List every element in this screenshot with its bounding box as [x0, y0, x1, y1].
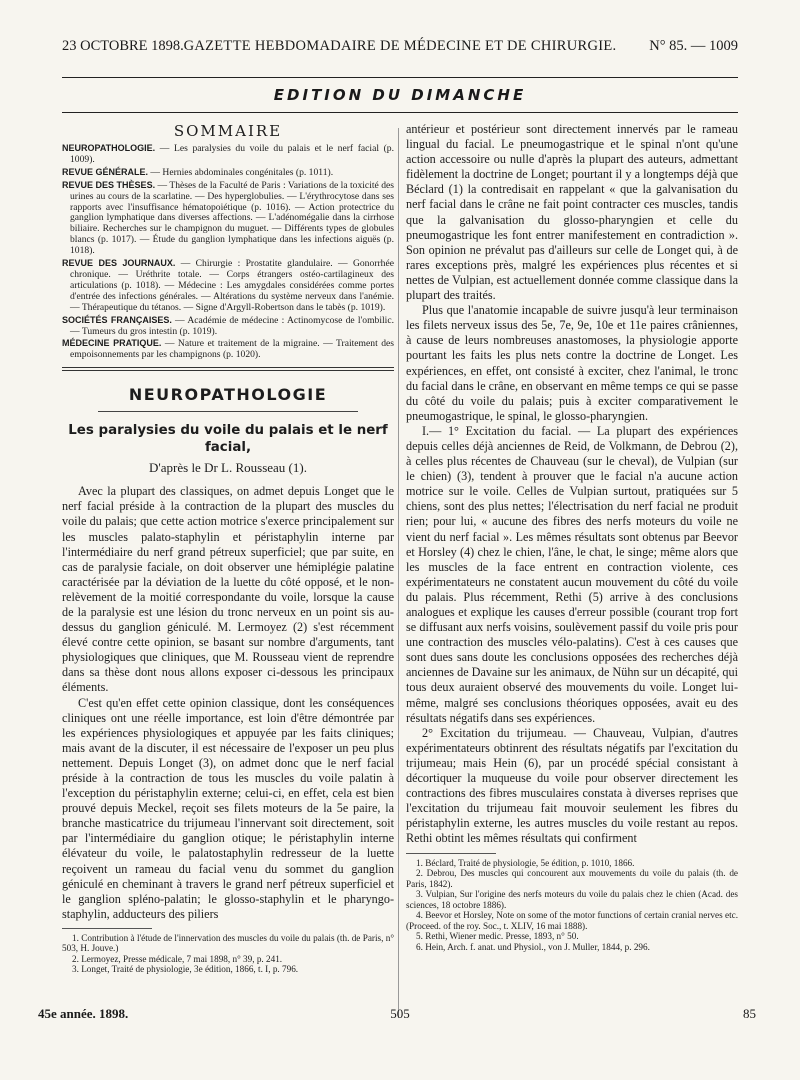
column-divider [398, 128, 399, 1018]
paragraph: I.— 1° Excitation du facial. — La plupart des expériences depuis celles déjà anciennes de Reid, de Volkmann, de Debrou (2), à celles plus récentes de Chauveau (sur le cheval), de Vulpian (sur le chien) (3), tendent à prouver que le facial n'a aucune action motrice sur le voile. Celles de Vulpian surtout, pratiquées sur 5 chiens, sont des plus nettes; l'électrisation du nerf facial ne produit rien; pour lui, « aucune des fibres des nerfs moteurs du voile ne vient du nerf facial ». Les mêmes résultats sont obtenus par Beevor et Horsley (4) chez le chien, l'âne, le chat, le singe; même alors que les muscles de la face entrent en contraction violente, ces expérimentateurs ne constatent aucun mouvement du côté du voile du palais. Plus récemment, Rethi (5) arrive à des conclusions analogues et explique les causes d'erreur possible (courant trop fort se diffusant aux nerfs voisins, soulèvement passif du voile pris pour une contraction des muscles vélo-palatins). C'est à ces causes que sont dues sans doute les conclusions opposées des recherches déjà anciennes de Davaine sur les animaux, de Nühn sur un décapité, qui tous deux auraient observé des mouvements du voile. Longet lui-même, malgré ses conclusions théoriques opposées, avait eu des résultats négatifs dans ses expériences. [406, 423, 739, 725]
article-title: Les paralysies du voile du palais et le nerf facial, [68, 423, 388, 456]
sommaire-entry [62, 315, 394, 338]
section-title: NEUROPATHOLOGIE [128, 385, 328, 405]
sommaire-entry [62, 167, 394, 179]
sommaire-entry [62, 180, 394, 257]
footnote: 3. Longet, Traité de physiologie, 3e édition, 1866, t. I, p. 796. [72, 964, 299, 975]
article-body-left [62, 484, 394, 922]
paragraph: Plus que l'anatomie incapable de suivre jusqu'à leur terminaison les filets nerveux issus des 5e, 7e, 9e, 10e et 11e paires crâniennes, à cause de leurs nombreuses anastomoses, la physiologie apporte pourtant les faits les plus nets contre la doctrine de Longet. Les expériences, en effet, ont consisté à exciter, chez l'animal, le tronc du facial dans le crâne, en observant en même temps ce qui se passe du côté du voile du palais; puis à exciter comparativement le pneumogastrique, le spinal, le glosso-pharyngien. [406, 303, 738, 423]
footnote: 4. Beevor et Horsley, Note on some of the motor functions of certain cranial nerves etc. (Proceed. of the roy. Soc., t. XLIV, 16 mai 1888). [406, 910, 738, 931]
edition-title: EDITION DU DIMANCHE [273, 86, 527, 104]
paragraph: Avec la plupart des classiques, on admet depuis Longet que le nerf facial préside à la contraction de la plupart des muscles du voile du palais; que cette action motrice s'exerce principalement sur les muscles palato-staphylin et péristaphylin interne par l'intermédiaire du nerf grand pétreux superficiel; que par suite, en cas de paralysie faciale, on doit observer une hémiplégie palatine caractérisée par la déviation de la luette du côté opposé, et le non-relèvement de la moitié correspondante du voile, lorsque la cause de la paralysie est une lésion du tronc nerveux en un point sis au-dessus du ganglion géniculé. M. Lermoyez (2) s'est récemment élevé contre cette opinion, se basant sur nombre d'arguments, tant physiologiques que cliniques, que M. Rousseau vient de reprendre dans sa thèse dont nous allons exposer ci-dessous les principaux éléments. [62, 484, 394, 695]
header-page-ref: N° 85. — 1009 [649, 38, 738, 54]
sommaire-title: SOMMAIRE [173, 122, 283, 140]
footer-year: 45e année. 1898. [38, 1006, 129, 1021]
footnotes-left [62, 933, 394, 975]
journal-page [62, 34, 738, 1064]
sommaire-entry-text: — Les paralysies du voile du palais et le nerf facial (p. 1009). [70, 143, 394, 165]
section-rule [98, 411, 358, 412]
paragraph: C'est qu'en effet cette opinion classique, dont les conséquences cliniques ont une réelle importance, est loin d'être démontrée par les expériences physiologiques et appuyée par les faits cliniques; mais avant de la discuter, il est nécessaire de l'exposer un peu plus nettement. Depuis Longet (3), on admet donc que le nerf facial préside à la contraction de tous les muscles du voile palatin à l'exception du péristaphylin externe; celui-ci, en effet, cela est bien prouvé depuis Meckel, reçoit ses filets moteurs de la 5e paire, la branche masticatrice du trijumeau l'innervant soit directement, soit par l'intermédiaire du ganglion otique; le péristaphylin interne élévateur du voile, le palatostaphylin redresseur de la luette reçoivent un rameau du facial venu du sommet du ganglion géniculé en cheminant à travers le grand nerf pétreux superficiel et le ganglion spléno-palatin; le glosso-staphylin et le pharyngo-staphylin, adducteurs des piliers [62, 695, 394, 921]
sommaire-entry-key: REVUE DES THÈSES. [62, 179, 156, 190]
left-column [62, 122, 394, 975]
footnote-separator [406, 853, 496, 854]
footnote: 1. Contribution à l'étude de l'innervation des muscles du voile du palais (th. de Paris, n° 503, H. Jouve.) [62, 932, 394, 954]
article-body-right [406, 122, 738, 847]
right-column [406, 122, 738, 952]
paragraph: antérieur et postérieur sont directement innervés par le rameau lingual du facial. Le pneumogastrique et le spinal n'ont qu'une action accessoire ou nulle d'après la plupart des auteurs, admettant fidèlement la doctrine de Longet; pourtant il y a longtemps déjà que Béclard (1) la contredisait en rappelant « que la galvanisation du nerf facial dans le crâne ne fait point contracter ces muscles, tandis que la galvanisation du glosso-pharyngien et celle du pneumogastrique les font entrer manifestement en contradiction ». Son opinion ne prévalut pas d'ailleurs sur celle de Longet qui, à de rares exceptions près, malgré les expériences plus récentes et si nettes de Vulpian, est actuellement donnée comme classique dans la plupart des traités. [406, 122, 738, 303]
sommaire-entry [62, 338, 394, 361]
sommaire-entry [62, 143, 394, 166]
article-author: D'après le Dr L. Rousseau (1). [149, 460, 307, 476]
sommaire-entry-text: — Chirurgie : Prostatite glandulaire. — Gonorrhée chronique. — Uréthrite totale. — Corps étrangers ostéo-cartilagineux des articulations (p. 1018). — Médecine : Les amygdales considérées comme portes d'entrée des infections générales. — Altérations du système nerveux dans l'anémie. — Thérapeutique du tétanos. — Signe d'Argyll-Robertson dans le tabès (p. 1019). [70, 258, 394, 313]
sommaire-entry-text: — Hernies abdominales congénitales (p. 1011). [148, 166, 334, 178]
sommaire-entry-text: — Académie de médecine : Actinomycose de l'ombilic. — Tumeurs du gros intestin (p. 1019). [70, 314, 394, 337]
footer-issue-number: 85 [743, 1006, 756, 1021]
header-journal-title: GAZETTE HEBDOMADAIRE DE MÉDECINE ET DE CHIRURGIE. [183, 38, 617, 54]
footnotes-right [406, 858, 738, 953]
footnote: 2. Lermoyez, Presse médicale, 7 mai 1898, n° 39, p. 241. [72, 953, 283, 964]
sommaire-entry [62, 258, 394, 314]
double-rule [62, 367, 394, 371]
footnote: 5. Rethi, Wiener medic. Presse, 1893, n° 50. [416, 931, 579, 941]
sommaire-list [62, 143, 394, 361]
sommaire-entry-key: NEUROPATHOLOGIE. [62, 143, 156, 153]
footnote-separator [62, 928, 152, 929]
running-header [62, 34, 738, 56]
sommaire-entry-text: — Thèses de la Faculté de Paris : Variations de la toxicité des urines au cours de la scarlatine. — Des hyperglobulies. — L'érythrocytose dans ses rapports avec l'insuffisance hématopoiétique (p. 1016). — Action protectrice du ganglion lymphatique dans diverses affections. — L'adénomégalie dans la cirrhose biliaire. Recherches sur le champignon du muguet. — Différents types de globules blancs (p. 1017). — Étude du ganglion lymphatique dans les infections aiguës (p. 1018). [70, 179, 394, 257]
sommaire-entry-key: MÉDECINE PRATIQUE. [62, 338, 162, 349]
header-date: 23 OCTOBRE 1898. [62, 38, 184, 54]
edition-banner [62, 77, 738, 113]
footnote: 6. Hein, Arch. f. anat. und Physiol., von J. Muller, 1844, p. 296. [416, 941, 650, 952]
sommaire-entry-key: SOCIÉTÉS FRANÇAISES. [62, 314, 172, 325]
paragraph: 2° Excitation du trijumeau. — Chauveau, Vulpian, d'autres expérimentateurs obtinrent des résultats négatifs par l'excitation du trijumeau; mais Hein (6), par un procédé spécial consistant à décortiquer la muqueuse du voile pour observer directement les contractions des fibres musculaires constata à diverses reprises que l'excitation du trijumeau fait mouvoir seulement les fibres du péristaphylin externe, les autres muscles du voile restant au repos. Rethi obtint les mêmes résultats qui confirment [406, 725, 738, 846]
sommaire-entry-text: — Nature et traitement de la migraine. — Traitement des empoisonnements par les champignons (p. 1020). [70, 338, 394, 361]
footer-page-number: 505 [390, 1006, 410, 1021]
sommaire-entry-key: REVUE DES JOURNAUX. [62, 258, 176, 269]
footnote: 2. Debrou, Des muscles qui concourent aux mouvements du voile du palais (th. de Paris, 1842). [406, 868, 738, 889]
footnote: 1. Béclard, Traité de physiologie, 5e édition, p. 1010, 1866. [416, 857, 635, 868]
footnote: 3. Vulpian, Sur l'origine des nerfs moteurs du voile du palais chez le chien (Acad. des sciences, 18 octobre 1886). [406, 889, 738, 910]
sommaire-entry-key: REVUE GÉNÉRALE. [62, 166, 149, 177]
